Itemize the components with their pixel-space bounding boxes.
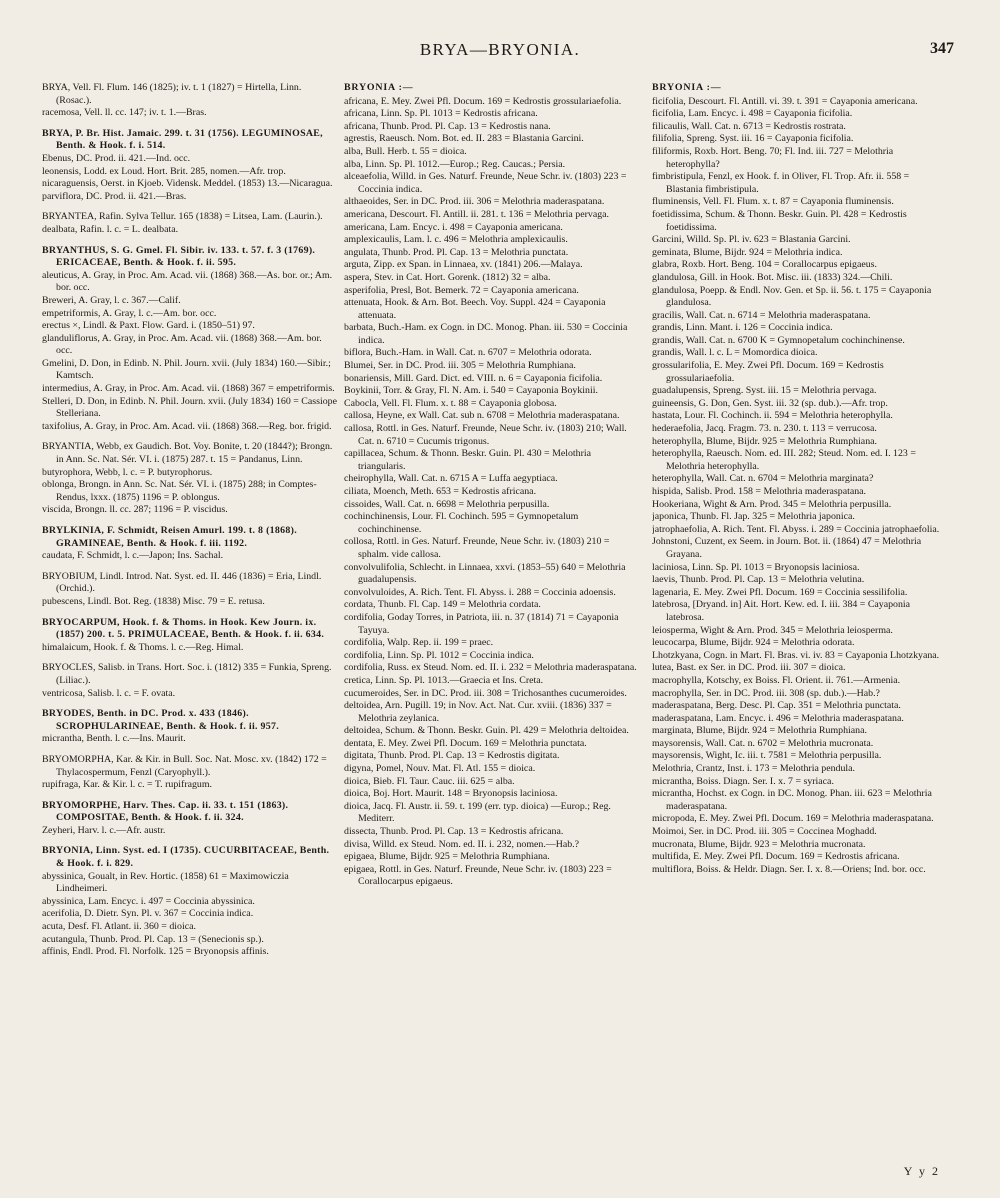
index-entry: africana, E. Mey. Zwei Pfl. Docum. 169 = Kedrostis grossulariaefolia. <box>344 95 622 107</box>
index-entry: alba, Bull. Herb. t. 55 = dioica. <box>344 145 467 157</box>
index-entry: digitata, Thunb. Prod. Pl. Cap. 13 = Kedrostis digitata. <box>344 750 560 762</box>
index-entry: Lhotzkyana, Cogn. in Mart. Fl. Bras. vi. iv. 83 = Cayaponia Lhotzkyana. <box>652 649 940 661</box>
index-entry: heterophylla, Blume, Bijdr. 925 = Melothria Rumphiana. <box>652 435 877 447</box>
index-entry: BRYANTHUS, S. G. Gmel. Fl. Sibir. iv. 133. t. 57. f. 3 (1769). ERICACEAE, Benth. & Hook. f. ii. 595. <box>42 244 316 269</box>
index-entry: multiflora, Boiss. & Heldr. Diagn. Ser. I. x. 8.—Oriens; Ind. bor. occ. <box>652 863 926 875</box>
index-entry: cissoides, Wall. Cat. n. 6698 = Melothria perpusilla. <box>344 498 550 510</box>
index-entry: aleuticus, A. Gray, in Proc. Am. Acad. vii. (1868) 368.—As. bor. or.; Am. bor. occ. <box>42 269 333 294</box>
index-entry: asperifolia, Presl, Bot. Bemerk. 72 = Cayaponia americana. <box>344 284 579 296</box>
index-entry: glandulosa, Gill. in Hook. Bot. Misc. iii. (1833) 324.—Chili. <box>652 271 893 283</box>
index-entry: Ebenus, DC. Prod. ii. 421.—Ind. occ. <box>42 152 191 164</box>
index-entry: latebrosa, [Dryand. in] Ait. Hort. Kew. ed. I. iii. 384 = Cayaponia latebrosa. <box>652 599 911 623</box>
index-entry: americana, Descourt. Fl. Antill. ii. 281. t. 136 = Melothria pervaga. <box>344 208 609 220</box>
index-entry: abyssinica, Lam. Encyc. i. 497 = Coccinia abyssinica. <box>42 895 255 907</box>
index-entry: Cabocla, Vell. Fl. Flum. x. t. 88 = Cayaponia globosa. <box>344 397 557 409</box>
index-entry: Boykinii, Torr. & Gray, Fl. N. Am. i. 540 = Cayaponia Boykinii. <box>344 385 598 397</box>
index-entry: BRYANTIA, Webb, ex Gaudich. Bot. Voy. Bonite, t. 20 (1844?); Brongn. in Ann. Sc. Nat. Sér. VI. i. (1875) 287. t. 15 = Pandanus, Linn. <box>42 441 333 466</box>
index-entry: BRYA, P. Br. Hist. Jamaic. 299. t. 31 (1756). LEGUMINOSAE, Benth. & Hook. f. i. 514. <box>42 127 323 152</box>
index-entry: himalaicum, Hook. f. & Thoms. l. c.—Reg. Himal. <box>42 641 244 653</box>
index-entry: alceaefolia, Willd. in Ges. Naturf. Freunde, Neue Schr. iv. (1803) 223 = Coccinia indica. <box>344 171 627 195</box>
index-entry: macrophylla, Ser. in DC. Prod. iii. 308 (sp. dub.).—Hab.? <box>652 687 880 699</box>
index-entry: rupifraga, Kar. & Kir. l. c. = T. rupifragum. <box>42 779 213 791</box>
index-entry: epigaea, Rottl. in Ges. Naturf. Freunde, Neue Schr. iv. (1803) 223 = Corallocarpus epigaeus. <box>344 863 612 888</box>
index-entry: capillacea, Schum. & Thonn. Beskr. Guin. Pl. 430 = Melothria triangularis. <box>344 448 592 472</box>
index-entry: Breweri, A. Gray, l. c. 367.—Calif. <box>42 294 181 306</box>
index-entry: fluminensis, Vell. Fl. Flum. x. t. 87 = Cayaponia fluminensis. <box>652 196 894 208</box>
index-entry: Zeyheri, Harv. l. c.—Afr. austr. <box>42 824 166 836</box>
index-entry: oblonga, Brongn. in Ann. Sc. Nat. Sér. VI. i. (1875) 288; in Comptes-Rendus, lxxx. (1875) 1196 = P. oblongus. <box>42 479 317 503</box>
index-entry: epigaea, Blume, Bijdr. 925 = Melothria Rumphiana. <box>344 851 550 863</box>
index-entry: BRYODES, Benth. in DC. Prod. x. 433 (1846). SCROPHULARINEAE, Benth. & Hook. f. ii. 957. <box>42 708 280 732</box>
index-entry: intermedius, A. Gray, in Proc. Am. Acad. vii. (1868) 367 = empetriformis. <box>42 383 335 395</box>
index-entry: grossularifolia, E. Mey. Zwei Pfl. Docum. 169 = Kedrostis grossulariaefolia. <box>652 360 884 384</box>
index-entry: deltoidea, Schum. & Thonn. Beskr. Guin. Pl. 429 = Melothria deltoidea. <box>344 725 629 737</box>
index-entry: fimbristipula, Fenzl, ex Hook. f. in Oliver, Fl. Trop. Afr. ii. 558 = Blastania fimbristipula. <box>652 171 910 195</box>
index-entry: racemosa, Vell. ll. cc. 147; iv. t. 1.—Bras. <box>42 107 207 119</box>
signature-mark: Y y 2 <box>903 1164 940 1178</box>
index-entry: dioica, Bieb. Fl. Taur. Cauc. iii. 625 = alba. <box>344 775 515 787</box>
index-entry: Gmelini, D. Don, in Edinb. N. Phil. Journ. xvii. (July 1834) 160.—Sibir.; Kamtsch. <box>42 357 331 382</box>
index-entry: japonica, Thunb. Fl. Jap. 325 = Melothria japonica. <box>652 511 855 523</box>
index-entry: maysorensis, Wight, Ic. iii. t. 7581 = Melothria perpusilla. <box>652 750 882 762</box>
index-entry: parviflora, DC. Prod. ii. 421.—Bras. <box>42 190 187 202</box>
index-entry: BRYOCARPUM, Hook. f. & Thoms. in Hook. Kew Journ. ix. (1857) 200. t. 5. PRIMULACEAE, Benth. & Hook. f. ii. 634. <box>42 616 325 641</box>
index-entry: erectus ×, Lindl. & Paxt. Flow. Gard. i. (1850–51) 97. <box>42 320 255 332</box>
index-entry: butyrophora, Webb, l. c. = P. butyrophorus. <box>42 466 213 478</box>
index-entry: glandulosa, Poepp. & Endl. Nov. Gen. et Sp. ii. 56. t. 175 = Cayaponia glandulosa. <box>652 284 932 309</box>
index-entry: glabra, Roxb. Hort. Beng. 104 = Corallocarpus epigaeus. <box>652 259 877 271</box>
right-column-heading: BRYONIA :— <box>652 82 722 93</box>
index-entry: Blumei, Ser. in DC. Prod. iii. 305 = Melothria Rumphiana. <box>344 360 576 372</box>
index-entry: acerifolia, D. Dietr. Syn. Pl. v. 367 = Coccinia indica. <box>42 908 254 920</box>
index-entry: leonensis, Lodd. ex Loud. Hort. Brit. 285, nomen.—Afr. trop. <box>42 165 286 177</box>
index-entry: amplexicaulis, Lam. l. c. 496 = Melothria amplexicaulis. <box>344 234 568 246</box>
index-entry: ficifolia, Lam. Encyc. i. 498 = Cayaponia ficifolia. <box>652 108 853 120</box>
index-entry: taxifolius, A. Gray, in Proc. Am. Acad. vii. (1868) 368.—Reg. bor. frigid. <box>42 420 332 432</box>
index-entry: dioica, Jacq. Fl. Austr. ii. 59. t. 199 (err. typ. dioica) —Europ.; Reg. Mediterr. <box>344 800 611 825</box>
index-entry: attenuata, Hook. & Arn. Bot. Beech. Voy. Suppl. 424 = Cayaponia attenuata. <box>344 297 606 321</box>
index-entry: filifolia, Spreng. Syst. iii. 16 = Cayaponia ficifolia. <box>652 133 854 145</box>
index-entry: maderaspatana, Lam. Encyc. i. 496 = Melothria maderaspatana. <box>652 712 904 724</box>
index-entry: heterophylla, Wall. Cat. n. 6704 = Melothria marginata? <box>652 473 874 485</box>
running-title: BRYA—BRYONIA. <box>419 40 581 59</box>
index-entry: hederaefolia, Jacq. Fragm. 73. n. 230. t. 113 = verrucosa. <box>652 423 877 435</box>
index-entry: convolvuloides, A. Rich. Tent. Fl. Abyss. i. 288 = Coccinia adoensis. <box>344 586 616 598</box>
index-entry: lutea, Bast. ex Ser. in DC. Prod. iii. 307 = dioica. <box>652 662 846 674</box>
index-entry: dentata, E. Mey. Zwei Pfl. Docum. 169 = Melothria punctata. <box>344 737 587 749</box>
index-entry: divisa, Willd. ex Steud. Nom. ed. II. i. 232, nomen.—Hab.? <box>344 838 580 850</box>
index-entry: laevis, Thunb. Prod. Pl. Cap. 13 = Melothria velutina. <box>652 574 865 586</box>
index-entry: maderaspatana, Berg. Desc. Pl. Cap. 351 = Melothria punctata. <box>652 700 901 712</box>
index-entry: barbata, Buch.-Ham. ex Cogn. in DC. Monog. Phan. iii. 530 = Coccinia indica. <box>344 322 628 346</box>
page-header <box>40 40 960 66</box>
index-entry: laciniosa, Linn. Sp. Pl. 1013 = Bryonopsis laciniosa. <box>652 561 860 573</box>
index-entry: guadalupensis, Spreng. Syst. iii. 15 = Melothria pervaga. <box>652 385 877 397</box>
index-entry: Johnstoni, Cuzent, ex Seem. in Journ. Bot. ii. (1864) 47 = Melothria Grayana. <box>652 536 922 560</box>
index-entry: acutangula, Thunb. Prod. Pl. Cap. 13 = (Senecionis sp.). <box>42 933 264 945</box>
index-entry: callosa, Rottl. in Ges. Naturf. Freunde, Neue Schr. iv. (1803) 210; Wall. Cat. n. 6710 = Cucumis trigonus. <box>344 423 627 447</box>
index-entry: maysorensis, Wall. Cat. n. 6702 = Melothria mucronata. <box>652 737 874 749</box>
index-entry: agrestis, Raeusch. Nom. Bot. ed. II. 283 = Blastania Garcini. <box>344 133 584 145</box>
index-entry: grandis, Wall. Cat. n. 6700 K = Gymnopetalum cochinchinense. <box>652 334 905 346</box>
index-entry: Garcini, Willd. Sp. Pl. iv. 623 = Blastania Garcini. <box>652 234 851 246</box>
index-entry: cretica, Linn. Sp. Pl. 1013.—Graecia et Ins. Creta. <box>344 674 544 686</box>
index-entry: callosa, Heyne, ex Wall. Cat. sub n. 6708 = Melothria maderaspatana. <box>344 410 620 422</box>
index-entry: cordata, Thunb. Fl. Cap. 149 = Melothria cordata. <box>344 599 541 611</box>
index-entry: Hookeriana, Wight & Arn. Prod. 345 = Melothria perpusilla. <box>652 498 892 510</box>
index-entry: bonariensis, Mill. Gard. Dict. ed. VIII. n. 6 = Cayaponia ficifolia. <box>344 372 603 384</box>
index-entry: Moimoi, Ser. in DC. Prod. iii. 305 = Coccinea Moghadd. <box>652 826 877 838</box>
left-column <box>42 82 337 1162</box>
index-entry: acuta, Desf. Fl. Atlant. ii. 360 = dioica. <box>42 921 196 933</box>
index-entry: guineensis, G. Don, Gen. Syst. iii. 32 (sp. dub.).—Afr. trop. <box>652 397 888 409</box>
index-entry: alba, Linn. Sp. Pl. 1012.—Europ.; Reg. Caucas.; Persia. <box>344 158 566 170</box>
index-entry: cochinchinensis, Lour. Fl. Cochinch. 595 = Gymnopetalum cochinchinense. <box>344 511 579 535</box>
index-entry: collosa, Rottl. in Ges. Naturf. Freunde, Neue Schr. iv. (1803) 210 = sphalm. vide callosa. <box>344 536 610 560</box>
index-entry: affinis, Endl. Prod. Fl. Norfolk. 125 = Bryonopsis affinis. <box>42 946 269 958</box>
index-entry: multifida, E. Mey. Zwei Pfl. Docum. 169 = Kedrostis africana. <box>652 851 900 863</box>
page-number: 347 <box>930 40 954 57</box>
index-entry: grandis, Linn. Mant. i. 126 = Coccinia indica. <box>652 322 833 334</box>
right-column <box>652 82 947 1162</box>
index-entry: nicaraguensis, Oerst. in Kjoeb. Vidensk. Meddel. (1853) 13.—Nicaragua. <box>42 178 333 190</box>
index-entry: cucumeroides, Ser. in DC. Prod. iii. 308 = Trichosanthes cucumeroides. <box>344 687 627 699</box>
index-entry: dioica, Boj. Hort. Maurit. 148 = Bryonopsis laciniosa. <box>344 788 558 800</box>
index-entry: macrophylla, Kotschy, ex Boiss. Fl. Orient. ii. 761.—Armenia. <box>652 674 901 686</box>
index-entry: jatrophaefolia, A. Rich. Tent. Fl. Abyss. i. 289 = Coccinia jatrophaefolia. <box>652 523 940 535</box>
index-entry: cordifolia, Walp. Rep. ii. 199 = praec. <box>344 637 494 649</box>
index-entry: micrantha, Benth. l. c.—Ins. Maurit. <box>42 733 186 745</box>
index-entry: BRYOBIUM, Lindl. Introd. Nat. Syst. ed. II. 446 (1836) = Eria, Lindl. (Orchid.). <box>42 570 322 595</box>
index-entry: digyna, Pomel, Nouv. Mat. Fl. Atl. 155 = dioica. <box>344 763 536 775</box>
index-entry: foetidissima, Schum. & Thonn. Beskr. Guin. Pl. 428 = Kedrostis foetidissima. <box>652 208 907 233</box>
index-entry: filicaulis, Wall. Cat. n. 6713 = Kedrostis rostrata. <box>652 120 846 132</box>
index-entry: cordifolia, Russ. ex Steud. Nom. ed. II. i. 232 = Melothria maderaspatana. <box>344 662 637 674</box>
index-entry: dissecta, Thunb. Prod. Pl. Cap. 13 = Kedrostis africana. <box>344 826 564 838</box>
index-entry: Stelleri, D. Don, in Edinb. N. Phil. Journ. xvii. (July 1834) 160 = Cassiope Stelleriana. <box>42 395 337 420</box>
index-entry: dealbata, Rafin. l. c. = L. dealbata. <box>42 223 179 235</box>
index-entry: BRYLKINIA, F. Schmidt, Reisen Amurl. 199. t. 8 (1868). GRAMINEAE, Benth. & Hook. f. iii. 1192. <box>42 525 297 549</box>
index-entry: leiosperma, Wight & Arn. Prod. 345 = Melothria leiosperma. <box>652 624 893 636</box>
index-entry: viscida, Brongn. ll. cc. 287; 1196 = P. viscidus. <box>42 504 228 516</box>
index-entry: pubescens, Lindl. Bot. Reg. (1838) Misc. 79 = E. retusa. <box>42 595 265 607</box>
index-entry: glanduliflorus, A. Gray, in Proc. Am. Acad. vii. (1868) 368.—Am. bor. occ. <box>42 332 322 357</box>
index-entry: heterophylla, Raeusch. Nom. ed. III. 282; Steud. Nom. ed. I. 123 = Melothria heterophylla. <box>652 448 916 472</box>
index-entry: grandis, Wall. l. c. L = Momordica dioica. <box>652 347 818 359</box>
index-entry: gracilis, Wall. Cat. n. 6714 = Melothria maderaspatana. <box>652 309 871 321</box>
index-entry: althaeoides, Ser. in DC. Prod. iii. 306 = Melothria maderaspatana. <box>344 196 605 208</box>
index-entry: micrantha, Boiss. Diagn. Ser. I. x. 7 = syriaca. <box>652 775 834 787</box>
index-entry: africana, Linn. Sp. Pl. 1013 = Kedrostis africana. <box>344 108 538 120</box>
index-entry: geminata, Blume, Bijdr. 924 = Melothria indica. <box>652 246 843 258</box>
index-entry: lagenaria, E. Mey. Zwei Pfl. Docum. 169 = Coccinia sessilifolia. <box>652 586 908 598</box>
index-entry: abyssinica, Goualt, in Rev. Hortic. (1858) 61 = Maximowiczia Lindheimeri. <box>42 870 289 895</box>
index-entry: empetriformis, A. Gray, l. c.—Am. bor. occ. <box>42 307 217 319</box>
index-entry: ficifolia, Descourt. Fl. Antill. vi. 39. t. 391 = Cayaponia americana. <box>652 95 918 107</box>
index-entry: cordifolia, Goday Torres, in Patriota, iii. n. 37 (1814) 71 = Cayaponia Tayuya. <box>344 611 619 636</box>
index-entry: marginata, Blume, Bijdr. 924 = Melothria Rumphiana. <box>652 725 867 737</box>
index-entry: micropoda, E. Mey. Zwei Pfl. Docum. 169 = Melothria maderaspatana. <box>652 813 934 825</box>
index-entry: micrantha, Hochst. ex Cogn. in DC. Monog. Phan. iii. 623 = Melothria maderaspatana. <box>652 788 932 812</box>
index-entry: cordifolia, Linn. Sp. Pl. 1012 = Coccinia indica. <box>344 649 534 661</box>
index-entry: leucocarpa, Blume, Bijdr. 924 = Melothria odorata. <box>652 637 855 649</box>
index-entry: BRYOMORPHE, Harv. Thes. Cap. ii. 33. t. 151 (1863). COMPOSITAE, Benth. & Hook. f. ii. 324. <box>42 799 289 824</box>
index-entry: biflora, Buch.-Ham. in Wall. Cat. n. 6707 = Melothria odorata. <box>344 347 592 359</box>
middle-column <box>344 82 639 1162</box>
index-entry: africana, Thunb. Prod. Pl. Cap. 13 = Kedrostis nana. <box>344 120 551 132</box>
index-entry: americana, Lam. Encyc. i. 498 = Cayaponia americana. <box>344 221 563 233</box>
middle-column-heading: BRYONIA :— <box>344 82 414 93</box>
index-entry: BRYOCLES, Salisb. in Trans. Hort. Soc. i. (1812) 335 = Funkia, Spreng. (Liliac.). <box>42 662 332 686</box>
index-entry: cheirophylla, Wall. Cat. n. 6715 A = Luffa aegyptiaca. <box>344 473 558 485</box>
index-entry: deltoidea, Arn. Pugill. 19; in Nov. Act. Nat. Cur. xviii. (1836) 337 = Melothria zeylanica. <box>344 700 612 724</box>
index-entry: hastata, Lour. Fl. Cochinch. ii. 594 = Melothria heterophylla. <box>652 410 893 422</box>
index-entry: BRYANTEA, Rafin. Sylva Tellur. 165 (1838) = Litsea, Lam. (Laurin.). <box>42 211 323 223</box>
index-entry: filiformis, Roxb. Hort. Beng. 70; Fl. Ind. iii. 727 = Melothria heterophylla? <box>652 145 894 170</box>
index-entry: Melothria, Crantz, Inst. i. 173 = Melothria pendula. <box>652 763 856 775</box>
index-entry: mucronata, Blume, Bijdr. 923 = Melothria mucronata. <box>652 838 866 850</box>
index-entry: ciliata, Moench, Meth. 653 = Kedrostis africana. <box>344 486 537 497</box>
index-entry: ventricosa, Salisb. l. c. = F. ovata. <box>42 687 176 699</box>
index-entry: hispida, Salisb. Prod. 158 = Melothria maderaspatana. <box>652 486 867 497</box>
index-entry: convolvulifolia, Schlecht. in Linnaea, xxvi. (1853–55) 640 = Melothria guadalupensis. <box>344 561 626 586</box>
index-entry: aspera, Stev. in Cat. Hort. Gorenk. (1812) 32 = alba. <box>344 271 551 283</box>
index-entry: BRYONIA, Linn. Syst. ed. I (1735). CUCURBITACEAE, Benth. & Hook. f. i. 829. <box>42 845 330 870</box>
index-entry: BRYOMORPHA, Kar. & Kir. in Bull. Soc. Nat. Mosc. xv. (1842) 172 = Thylacospermum, Fenzl (Caryophyll.). <box>42 753 327 778</box>
index-entry: caudata, F. Schmidt, l. c.—Japon; Ins. Sachal. <box>42 550 224 562</box>
index-entry: BRYA, Vell. Fl. Flum. 146 (1825); iv. t. 1 (1827) = Hirtella, Linn. (Rosac.). <box>42 82 302 106</box>
index-entry: angulata, Thunb. Prod. Pl. Cap. 13 = Melothria punctata. <box>344 246 569 258</box>
index-entry: arguta, Zipp. ex Span. in Linnaea, xv. (1841) 206.—Malaya. <box>344 259 583 271</box>
